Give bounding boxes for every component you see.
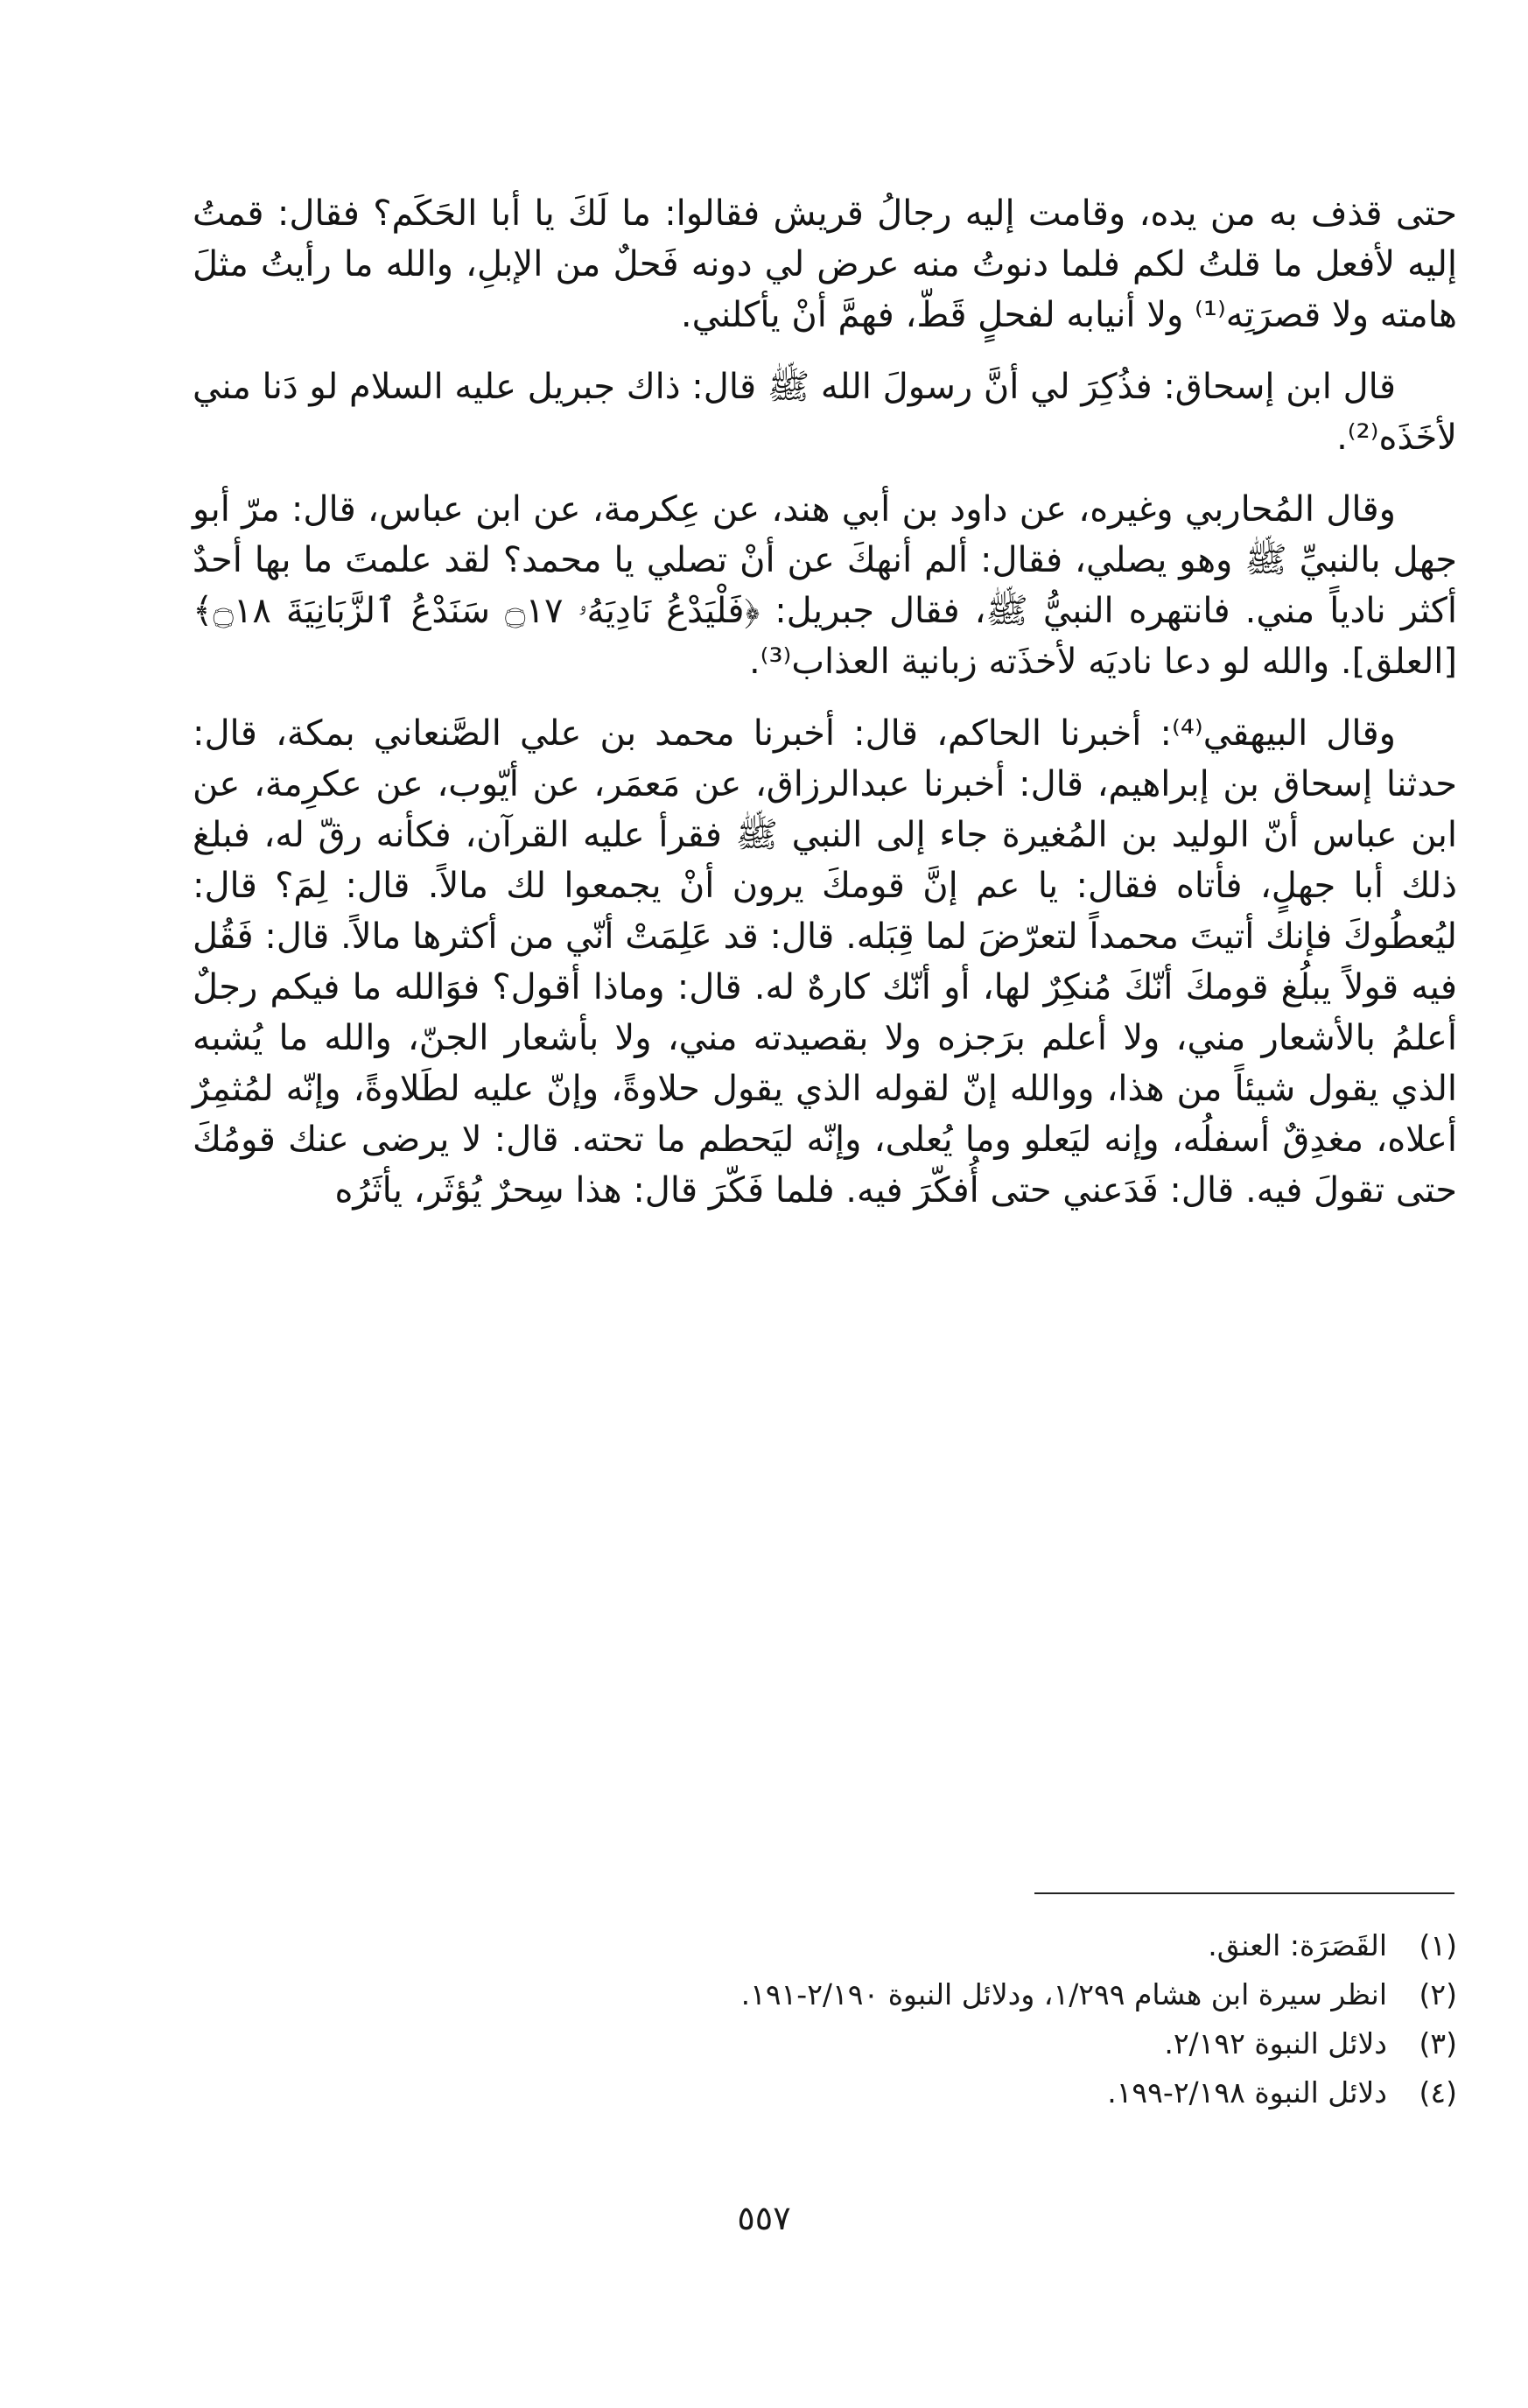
footnote-text: القَصَرَة: العنق. [1208,1928,1387,1962]
paragraph-4: وقال البيهقي⁽⁴⁾: أخبرنا الحاكم، قال: أخبرنا محمد بن علي الصَّنعاني بمكة، قال: حدثنا إسحاق بن إبراهيم، قال: أخبرنا عبدالرزاق، عن مَعمَر، عن أيّوب، عن عكرِمة، عن ابن عباس أنّ الوليد بن المُغيرة جاء إلى النبي ﷺ فقرأ عليه القرآن، فكأنه رقّ له، فبلغ ذلك أبا جهلٍ، فأتاه فقال: يا عم إنَّ قومكَ يرون أنْ يجمعوا لك مالاً. قال: لِمَ؟ قال: ليُعطُوكَ فإنك أتيتَ محمداً لتعرّضَ لما قِبَله. قال: قد عَلِمَتْ أنّي من أكثرها مالاً. قال: فَقُل فيه قولاً يبلُغ قومكَ أنّكَ مُنكِرٌ لها، أو أنّك كارهٌ له. قال: وماذا أقول؟ فوَالله ما فيكم رجلٌ أعلمُ بالأشعار مني، ولا أعلم برَجزه ولا بقصيدته مني، ولا بأشعار الجنّ، والله ما يُشبه الذي يقول شيئاً من هذا، ووالله إنّ لقوله الذي يقول حلاوةً، وإنّ عليه لطَلاوةً، وإنّه لمُثمِرٌ أعلاه، مغدِقٌ أسفلُه، وإنه ليَعلو وما يُعلى، وإنّه ليَحطم ما تحته. قال: لا يرضى عنك قومُكَ حتى تقولَ فيه. قال: فَدَعني حتى أُفكّرَ فيه. فلما فَكّرَ قال: هذا سِحرٌ يُؤثَر، يأثَرُه [193,713,1457,1211]
footnote-2 [193,1970,1457,2019]
page-number: ٥٥٧ [737,2199,791,2237]
footnote-number: (٣) [1419,2026,1457,2060]
footnote-3 [193,2019,1457,2068]
paragraph-1: حتى قذف به من يده، وقامت إليه رجالُ قريش فقالوا: ما لَكَ يا أبا الحَكَم؟ فقال: قمتُ إليه لأفعل ما قلتُ لكم فلما دنوتُ منه عرض لي دونه فَحلٌ من الإبلِ، والله ما رأيتُ مثلَ هامته ولا قصرَتِه⁽¹⁾ ولا أنيابه لفحلٍ قَطّ، فهمَّ أنْ يأكلني. [193,193,1457,335]
paragraph-3: وقال المُحاربي وغيره، عن داود بن أبي هند، عن عِكرمة، عن ابن عباس، قال: مرّ أبو جهل بالنبيِّ ﷺ وهو يصلي، فقال: ألم أنهكَ عن أنْ تصلي يا محمد؟ لقد علمتَ ما بها أحدٌ أكثر نادياً مني. فانتهره النبيُّ ﷺ، فقال جبريل: ﴿فَلْيَدْعُ نَادِيَهُۥ ۝١٧ سَنَدْعُ ٱلزَّبَانِيَةَ ۝١٨﴾ [العلق]. والله لو دعا ناديَه لأخذَته زبانية العذاب⁽³⁾. [193,489,1457,682]
footnote-text: دلائل النبوة ٢/١٩٢. [1164,2026,1387,2060]
main-text-block [193,188,1457,1237]
footnote-number: (٤) [1419,2075,1457,2110]
footnote-number: (٢) [1419,1977,1457,2011]
footnote-4 [193,2068,1457,2117]
paragraph-2: قال ابن إسحاق: فذُكِرَ لي أنَّ رسولَ الله ﷺ قال: ذاك جبريل عليه السلام لو دَنا مني لأخَذَه⁽²⁾. [193,367,1457,458]
footnotes [193,1921,1457,2117]
footnote-divider [1034,1892,1454,1894]
footnote-1 [193,1921,1457,1970]
footnote-text: انظر سيرة ابن هشام ١/٢٩٩، ودلائل النبوة ٢/١٩٠-١٩١. [740,1977,1387,2011]
footnote-number: (١) [1419,1928,1457,1962]
footnote-text: دلائل النبوة ٢/١٩٨-١٩٩. [1107,2075,1387,2110]
